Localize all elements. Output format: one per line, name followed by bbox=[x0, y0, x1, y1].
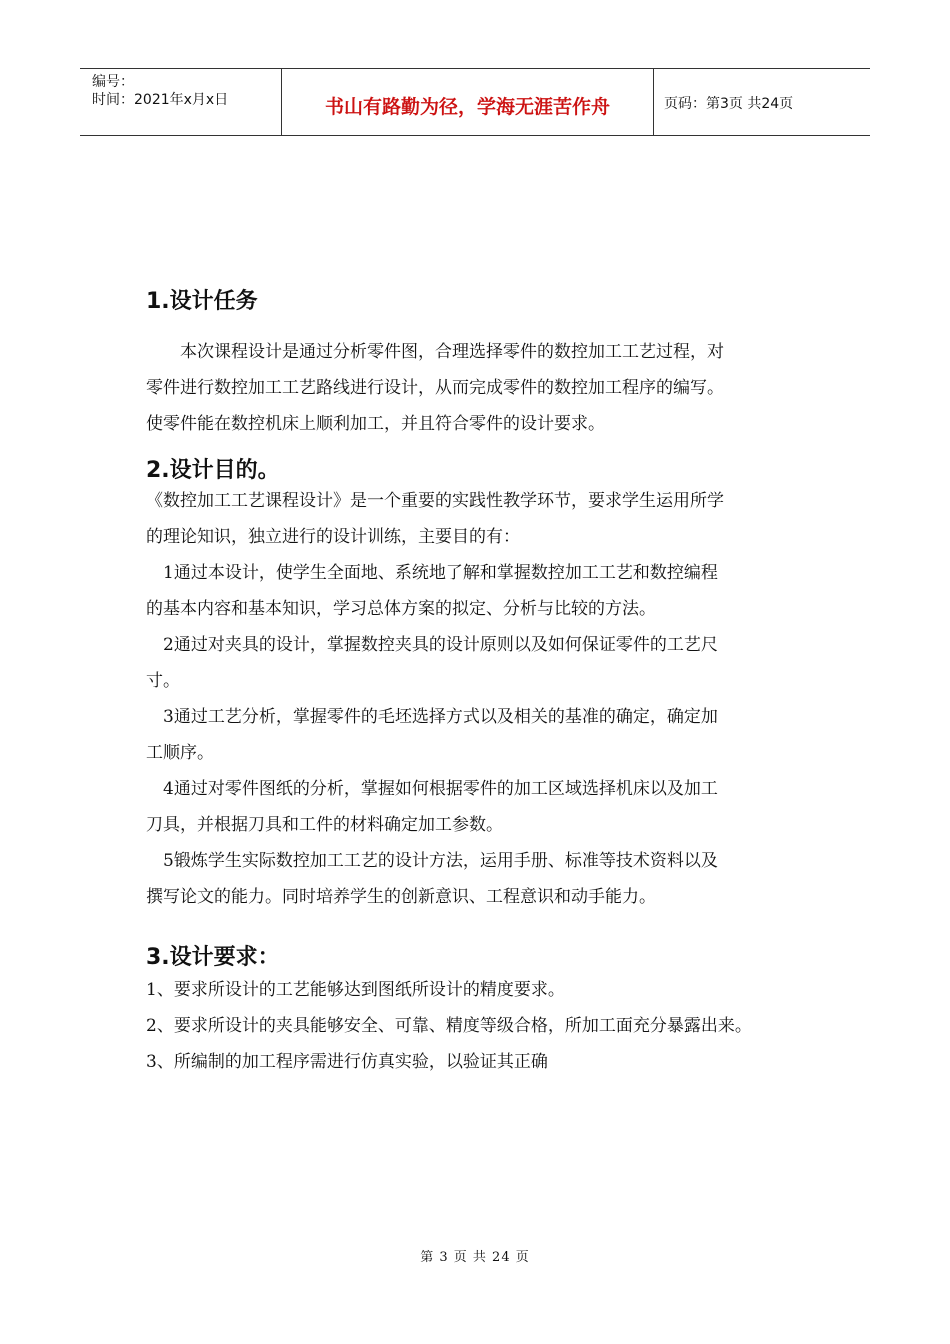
section-1-body bbox=[146, 334, 826, 442]
section-3-item: 2、要求所设计的夹具能够安全、可靠、精度等级合格，所加工面充分暴露出来。 bbox=[146, 1016, 752, 1036]
section-1-line: 零件进行数控加工工艺路线进行设计，从而完成零件的数控加工程序的编写。 bbox=[146, 378, 724, 398]
section-1-heading: 1.设计任务 bbox=[146, 289, 258, 314]
section-3 bbox=[146, 940, 826, 971]
section-2-line: 工顺序。 bbox=[146, 743, 214, 763]
section-3-item: 1、要求所设计的工艺能够达到图纸所设计的精度要求。 bbox=[146, 980, 565, 1000]
header-motto: 书山有路勤为径，学海无涯苦作舟 bbox=[282, 69, 654, 135]
section-1-line: 使零件能在数控机床上顺利加工，并且符合零件的设计要求。 bbox=[146, 414, 605, 434]
header-page-info: 页码：第3页 共24页 bbox=[664, 96, 794, 112]
header-table bbox=[80, 68, 870, 136]
section-1-line: 本次课程设计是通过分析零件图，合理选择零件的数控加工工艺过程，对 bbox=[146, 342, 724, 362]
section-2-line: 的基本内容和基本知识，学习总体方案的拟定、分析与比较的方法。 bbox=[146, 599, 656, 619]
section-2-line: 刀具，并根据刀具和工件的材料确定加工参数。 bbox=[146, 815, 503, 835]
number-label: 编号： bbox=[92, 74, 134, 90]
section-2-line: 1通过本设计，使学生全面地、系统地了解和掌握数控加工工艺和数控编程 bbox=[146, 563, 718, 583]
section-2-heading: 2.设计目的。 bbox=[146, 458, 280, 483]
section-2-line: 5锻炼学生实际数控加工工艺的设计方法，运用手册、标准等技术资料以及 bbox=[146, 851, 718, 871]
header-meta bbox=[80, 69, 282, 135]
section-2-line: 撰写论文的能力。同时培养学生的创新意识、工程意识和动手能力。 bbox=[146, 887, 656, 907]
section-2-line: 《数控加工工艺课程设计》是一个重要的实践性教学环节，要求学生运用所学 bbox=[146, 491, 724, 511]
section-2-line: 2通过对夹具的设计，掌握数控夹具的设计原则以及如何保证零件的工艺尺 bbox=[146, 635, 718, 655]
section-2-line: 的理论知识，独立进行的设计训练，主要目的有： bbox=[146, 527, 520, 547]
section-2 bbox=[146, 453, 826, 484]
date-label: 时间：2021年x月x日 bbox=[92, 92, 229, 108]
section-2-line: 3通过工艺分析，掌握零件的毛坯选择方式以及相关的基准的确定，确定加 bbox=[146, 707, 718, 727]
section-3-item: 3、所编制的加工程序需进行仿真实验，以验证其正确 bbox=[146, 1052, 548, 1072]
page-footer: 第 3 页 共 24 页 bbox=[420, 1250, 530, 1265]
section-2-line: 4通过对零件图纸的分析，掌握如何根据零件的加工区域选择机床以及加工 bbox=[146, 779, 718, 799]
section-1 bbox=[146, 284, 826, 315]
section-3-heading: 3.设计要求： bbox=[146, 945, 280, 970]
section-3-body bbox=[146, 972, 826, 1080]
section-2-line: 寸。 bbox=[146, 671, 180, 691]
section-2-body bbox=[146, 483, 826, 915]
